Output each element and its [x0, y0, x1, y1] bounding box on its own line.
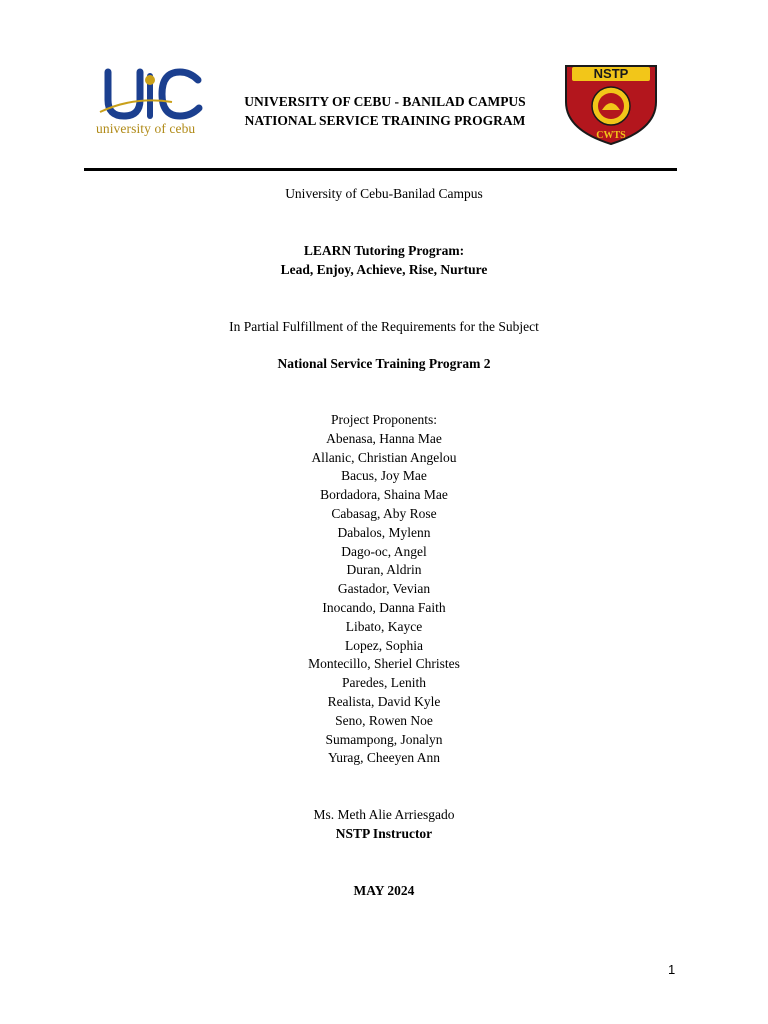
proponent-name: Allanic, Christian Angelou: [311, 449, 457, 465]
proponent-name: Abenasa, Hanna Mae: [326, 430, 442, 446]
program-title: LEARN Tutoring Program:: [303, 243, 465, 258]
subject-name: National Service Training Program 2: [277, 356, 491, 371]
nstp-cwts-shield-logo: [562, 62, 660, 146]
page-number: 1: [668, 962, 676, 977]
instructor-name: Ms. Meth Alie Arriesgado: [313, 807, 455, 822]
proponent-name: Cabasag, Aby Rose: [331, 505, 437, 521]
proponent-name: Gastador, Vevian: [337, 581, 431, 597]
header-divider: [84, 168, 677, 171]
proponent-name: Bordadora, Shaina Mae: [320, 487, 448, 503]
proponent-name: Duran, Aldrin: [346, 562, 422, 578]
program-subtitle: Lead, Enjoy, Achieve, Rise, Nurture: [280, 262, 488, 277]
uc-wordmark: university of cebu: [96, 121, 196, 136]
header-title-line-2: NATIONAL SERVICE TRAINING PROGRAM: [244, 113, 526, 128]
proponent-name: Bacus, Joy Mae: [341, 468, 427, 484]
proponent-name: Dago-oc, Angel: [341, 543, 427, 559]
proponent-name: Realista, David Kyle: [327, 693, 441, 709]
header-title: [220, 92, 550, 130]
nstp-logo-bottom-text: CWTS: [596, 130, 626, 141]
proponents-list: [0, 411, 768, 768]
proponent-name: Montecillo, Sheriel Christes: [308, 656, 460, 672]
campus-name: University of Cebu-Banilad Campus: [285, 186, 483, 201]
instructor-role: NSTP Instructor: [335, 826, 433, 841]
proponent-name: Libato, Kayce: [345, 618, 423, 634]
proponent-name: Yurag, Cheeyen Ann: [327, 750, 441, 766]
proponents-heading: Project Proponents:: [330, 412, 438, 427]
nstp-logo-top-text: NSTP: [593, 66, 629, 81]
header-title-line-1: UNIVERSITY OF CEBU - BANILAD CAMPUS: [244, 94, 526, 109]
university-of-cebu-logo: [94, 66, 214, 142]
submission-date: MAY 2024: [353, 883, 415, 898]
fulfillment-statement: In Partial Fulfillment of the Requirements for the Subject: [229, 319, 539, 334]
proponent-name: Lopez, Sophia: [345, 637, 423, 653]
proponent-name: Inocando, Danna Faith: [322, 599, 446, 615]
uc-monogram-icon: [94, 66, 214, 126]
proponent-name: Sumampong, Jonalyn: [325, 731, 443, 747]
proponent-name: Seno, Rowen Noe: [335, 712, 433, 728]
proponent-name: Dabalos, Mylenn: [337, 524, 431, 540]
proponent-name: Paredes, Lenith: [342, 675, 426, 691]
